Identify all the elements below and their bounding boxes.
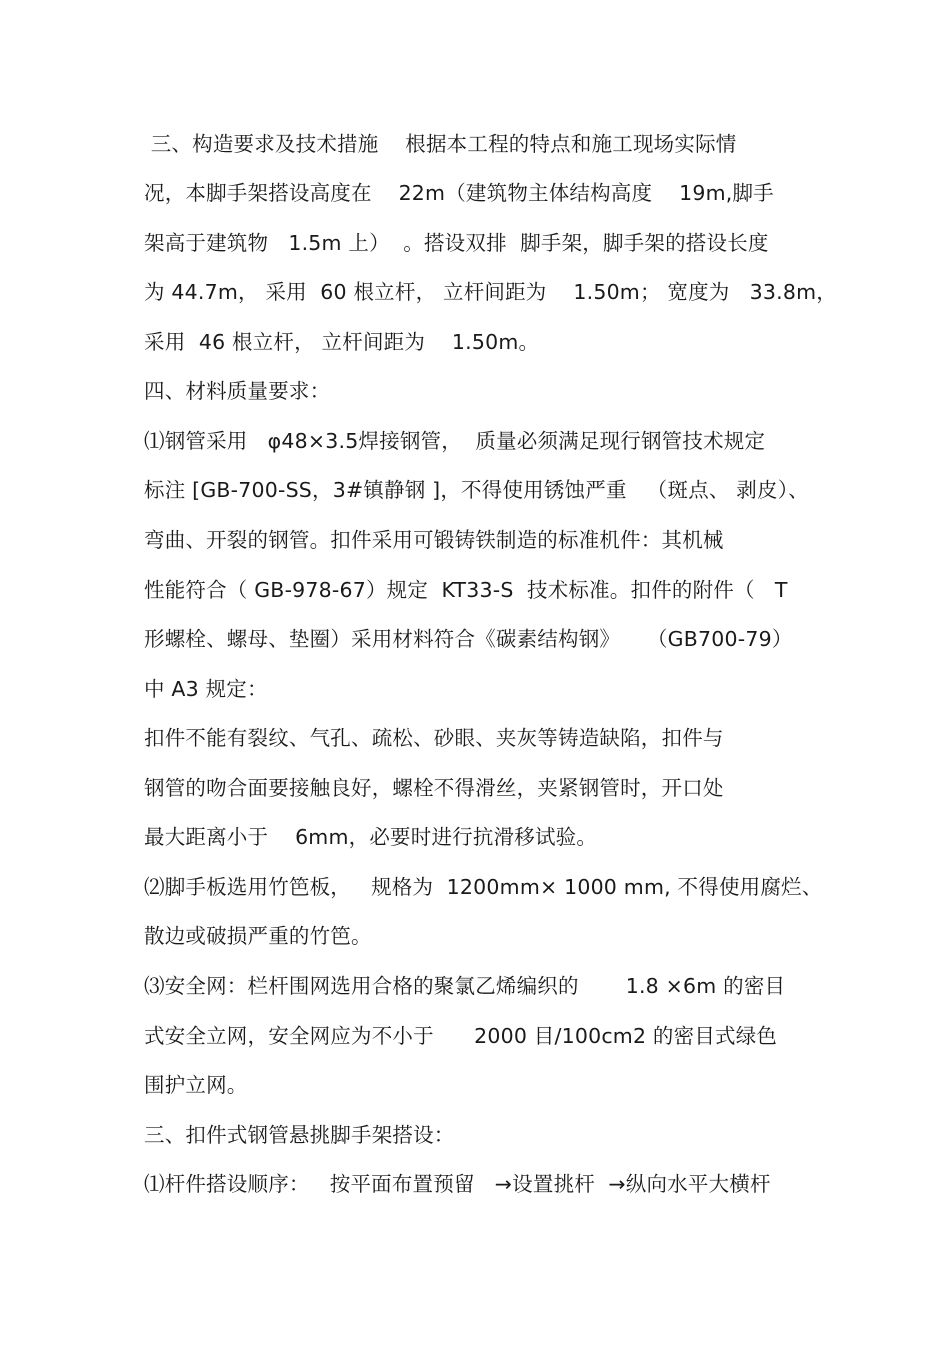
text-line: 架高于建筑物 1.5m 上） 。搭设双排 脚手架，脚手架的搭设长度 — [144, 231, 769, 255]
text-line: ⑶安全网：栏杆围网选用合格的聚氯乙烯编织的 1.8 ×6m 的密目 — [144, 974, 786, 998]
section-heading: 三、扣件式钢管悬挑脚手架搭设： — [144, 1123, 455, 1147]
text-line: 散边或破损严重的竹笆。 — [144, 924, 372, 948]
text-line: 况，本脚手架搭设高度在 22m（建筑物主体结构高度 19m,脚手 — [144, 181, 774, 205]
text-line: ⑵脚手板选用竹笆板， 规格为 1200mm× 1000 mm, 不得使用腐烂、 — [144, 875, 823, 899]
text-line: 最大距离小于 6mm，必要时进行抗滑移试验。 — [144, 825, 598, 849]
text-line: 性能符合（ GB-978-67）规定 KT33-S 技术标准。扣件的附件（ T — [144, 578, 788, 602]
text-line: 钢管的吻合面要接触良好，螺栓不得滑丝，夹紧钢管时，开口处 — [144, 776, 724, 800]
text-line: 中 A3 规定： — [144, 677, 268, 701]
text-line: 围护立网。 — [144, 1073, 248, 1097]
text-line: 三、构造要求及技术措施 根据本工程的特点和施工现场实际情 — [144, 132, 737, 156]
text-line: 形螺栓、螺母、垫圈）采用材料符合《碳素结构钢》 （GB700-79） — [144, 627, 793, 651]
text-line: 扣件不能有裂纹、气孔、疏松、砂眼、夹灰等铸造缺陷，扣件与 — [144, 726, 724, 750]
text-line: 采用 46 根立杆， 立杆间距为 1.50m。 — [144, 330, 540, 354]
text-line: 标注 [GB-700-SS，3#镇静钢 ]，不得使用锈蚀严重 （斑点、 剥皮）、 — [144, 478, 809, 502]
text-line: ⑴杆件搭设顺序： 按平面布置预留 →设置挑杆 →纵向水平大横杆 — [144, 1172, 771, 1196]
section-heading: 四、材料质量要求： — [144, 379, 331, 403]
text-line: 弯曲、开裂的钢管。扣件采用可锻铸铁制造的标准机件：其机械 — [144, 528, 724, 552]
text-line: ⑴钢管采用 φ48×3.5焊接钢管， 质量必须满足现行钢管技术规定 — [144, 429, 766, 453]
text-line: 为 44.7m， 采用 60 根立杆， 立杆间距为 1.50m； 宽度为 33.8m， — [144, 280, 837, 304]
text-line: 式安全立网，安全网应为不小于 2000 目/100cm2 的密目式绿色 — [144, 1024, 778, 1048]
